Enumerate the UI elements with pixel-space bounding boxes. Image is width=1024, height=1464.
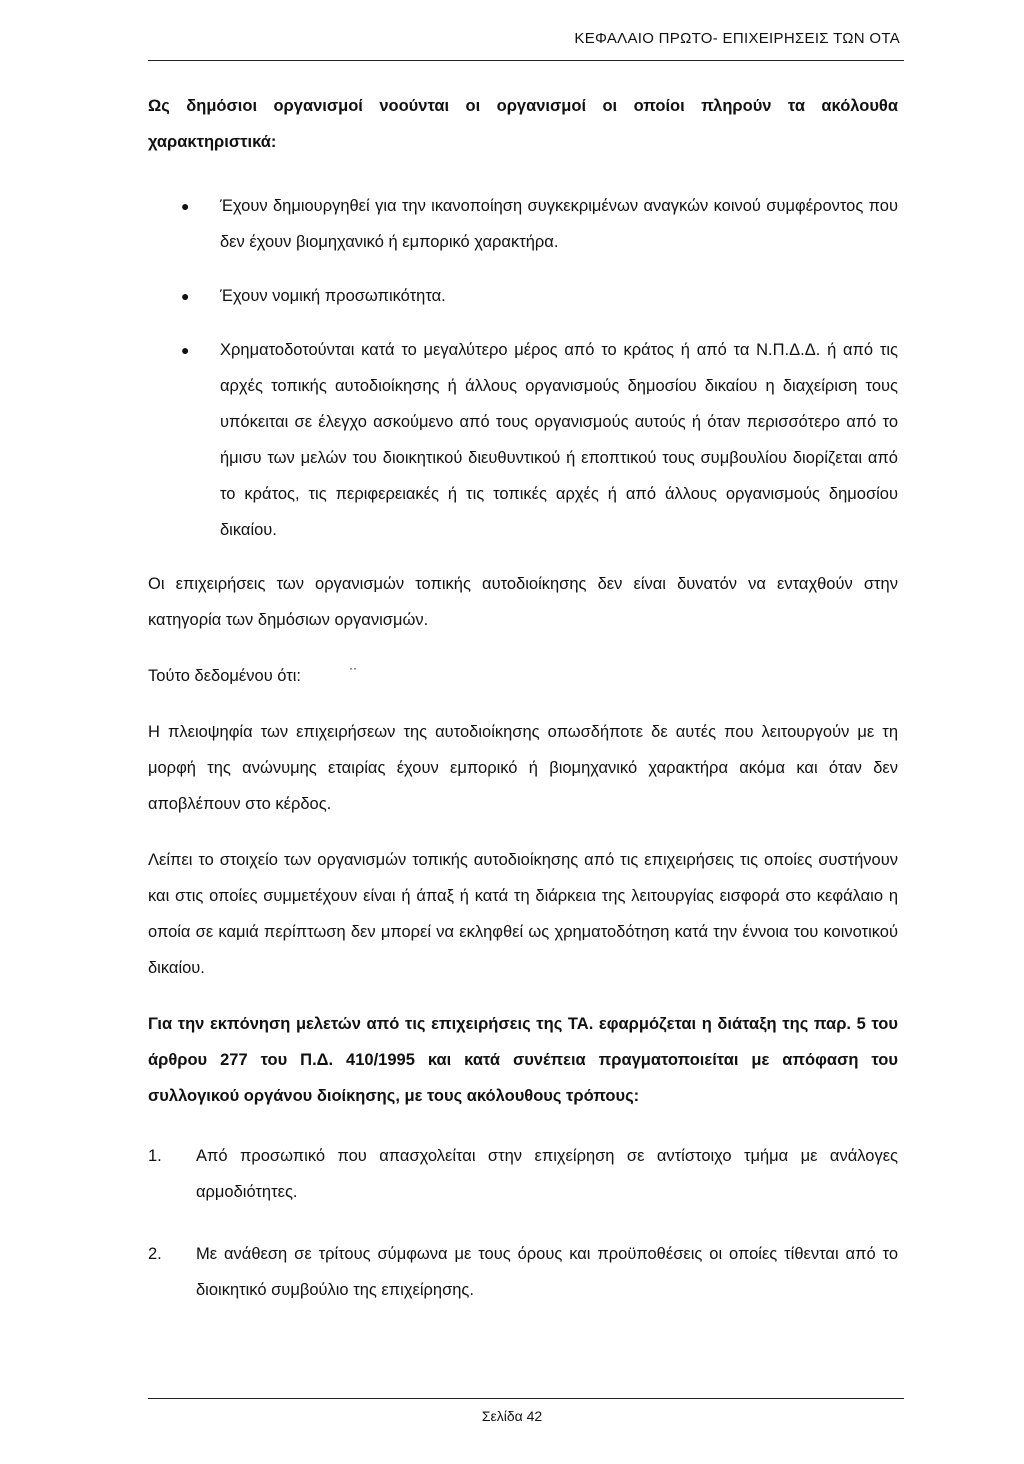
header-divider [148,60,904,61]
bullet-icon: ● [181,198,190,214]
stray-mark: ·· [349,661,358,675]
chapter-header: ΚΕΦΑΛΑΙΟ ΠΡΩΤΟ- ΕΠΙΧΕΙΡΗΣΕΙΣ ΤΩΝ ΟΤΑ [574,30,900,47]
intro-paragraph: Ως δημόσιοι οργανισμοί νοούνται οι οργανισμοί οι οποίοι πληρούν τα ακόλουθα χαρακτηριστικά: [148,97,898,151]
missing-element-paragraph: Λείπει το στοιχείο των οργανισμών τοπικής αυτοδιοίκησης από τις επιχειρήσεις τις οποίες συστήνουν και στις οποίες συμμετέχουν είναι ή άπαξ ή κατά τη διάρκεια της λειτουργίας εισφορά στο κεφάλαιο η οποία σε καμιά περίπτωση δεν μπορεί να εκληφθεί ως χρηματοδότηση κατά την έννοια του κοινοτικού δικαίου. [148,851,898,977]
majority-paragraph: Η πλειοψηφία των επιχειρήσεων της αυτοδιοίκησης οπωσδήποτε δε αυτές που λειτουργούν με τη μορφή της ανώνυμης εταιρίας έχουν εμπορικό ή βιομηχανικό χαρακτήρα ακόμα και όταν δεν αποβλέπουν στο κέρδος. [148,723,898,813]
enterprises-paragraph: Οι επιχειρήσεις των οργανισμών τοπικής αυτοδιοίκησης δεν είναι δυνατόν να ενταχθούν στην κατηγορία των δημόσιων οργανισμών. [148,575,898,629]
list-item-text: Έχουν νομική προσωπικότητα. [220,287,446,305]
list-item [148,278,898,314]
list-item [148,1138,898,1210]
list-item [148,332,898,548]
list-item [148,188,898,260]
given-text: Τούτο δεδομένου ότι: [148,667,302,685]
bullet-icon: ● [181,288,190,304]
page-body [148,88,898,1334]
footer-divider [148,1398,904,1399]
methods-list [148,1138,898,1308]
page-footer [0,1408,1024,1424]
list-item-text: Από προσωπικό που απασχολείται στην επιχείρηση σε αντίστοιχο τμήμα με ανάλογες αρμοδιότητες. [196,1147,898,1201]
page-number: Σελίδα 42 [481,1408,543,1424]
list-item [148,1236,898,1308]
list-item-text: Χρηματοδοτούνται κατά το μεγαλύτερο μέρος από το κράτος ή από τα Ν.Π.Δ.Δ. ή από τις αρχές τοπικής αυτοδιοίκησης ή άλλους οργανισμούς δημοσίου δικαίου η διαχείριση τους υπόκειται σε έλεγχο ασκούμενο από τους οργανισμούς αυτούς ή όταν περισσότερο από το ήμισυ των μελών του διοικητικού διευθυντικού ή εποπτικού τους συμβουλίου διορίζεται από το κράτος, τις περιφερειακές ή τις τοπικές αρχές ή από άλλους οργανισμούς δημοσίου δικαίου. [220,341,898,539]
item-number: 1. [148,1147,162,1165]
list-item-text: Με ανάθεση σε τρίτους σύμφωνα με τους όρους και προϋποθέσεις οι οποίες τίθενται από το διοικητικό συμβούλιο της επιχείρησης. [196,1245,898,1299]
item-number: 2. [148,1245,162,1263]
studies-paragraph: Για την εκπόνηση μελετών από τις επιχειρήσεις της ΤΑ. εφαρμόζεται η διάταξη της παρ. 5 του άρθρου 277 του Π.Δ. 410/1995 και κατά συνέπεια πραγματοποιείται με απόφαση του συλλογικού οργάνου διοίκησης, με τους ακόλουθους τρόπους: [148,1015,898,1105]
bullet-icon: ● [181,342,190,358]
characteristics-list [148,188,898,548]
given-line [148,658,898,694]
list-item-text: Έχουν δημιουργηθεί για την ικανοποίηση συγκεκριμένων αναγκών κοινού συμφέροντος που δεν έχουν βιομηχανικό ή εμπορικό χαρακτήρα. [220,197,898,251]
